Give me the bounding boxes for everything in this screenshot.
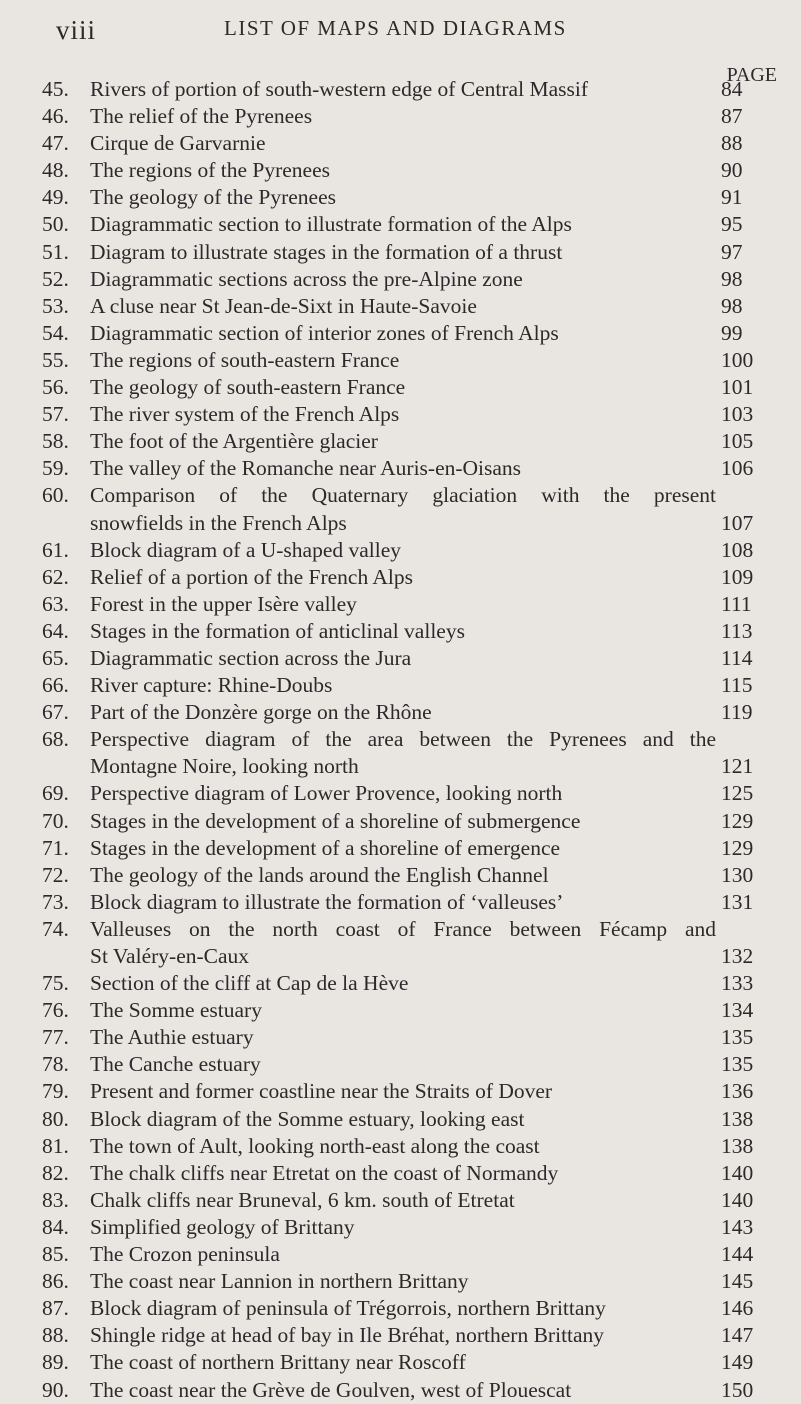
entry-line xyxy=(0,374,801,401)
entry-page: 150 xyxy=(721,1377,754,1402)
list-item xyxy=(0,537,801,564)
entry-line xyxy=(0,1322,801,1349)
entry-number: 67. xyxy=(42,700,69,725)
entry-title: snowfields in the French Alps xyxy=(90,510,347,535)
entry-line xyxy=(0,1377,801,1404)
entry-page: 107 xyxy=(721,510,754,535)
entry-page: 135 xyxy=(721,1025,754,1050)
entry-number: 54. xyxy=(42,320,69,345)
list-item xyxy=(0,347,801,374)
list-item xyxy=(0,997,801,1024)
list-item xyxy=(0,1133,801,1160)
entry-number: 80. xyxy=(42,1106,69,1131)
entry-title: Cirque de Garvarnie xyxy=(90,131,266,156)
entry-title: Relief of a portion of the French Alps xyxy=(90,564,414,589)
entry-title: The Crozon peninsula xyxy=(90,1242,280,1267)
entry-title: Stages in the formation of anticlinal valleys xyxy=(90,618,465,643)
entry-page: 125 xyxy=(721,781,754,806)
entry-line xyxy=(0,564,801,591)
list-item xyxy=(0,239,801,266)
entry-title: Block diagram to illustrate the formation of ‘valleuses’ xyxy=(90,889,564,914)
entry-page: 130 xyxy=(721,862,754,887)
entry-number: 89. xyxy=(42,1350,69,1375)
entry-line xyxy=(0,320,801,347)
list-item xyxy=(0,293,801,320)
entry-number: 49. xyxy=(42,185,69,210)
entry-line xyxy=(0,1051,801,1078)
entry-line xyxy=(0,428,801,455)
entry-page: 131 xyxy=(721,889,754,914)
entry-number: 82. xyxy=(42,1160,69,1185)
entry-line xyxy=(0,1214,801,1241)
entry-title: Simplified geology of Brittany xyxy=(90,1214,355,1239)
entry-number: 64. xyxy=(42,618,69,643)
entry-title: The town of Ault, looking north-east along the coast xyxy=(90,1133,540,1158)
entry-line xyxy=(0,1187,801,1214)
entry-title: Part of the Donzère gorge on the Rhône xyxy=(90,700,432,725)
entry-line xyxy=(0,970,801,997)
entry-number: 53. xyxy=(42,293,69,318)
entry-line xyxy=(0,591,801,618)
list-item xyxy=(0,157,801,184)
entry-line xyxy=(0,482,801,509)
list-item xyxy=(0,1106,801,1133)
entry-page: 98 xyxy=(721,266,743,291)
entry-number: 84. xyxy=(42,1214,69,1239)
entry-title: A cluse near St Jean-de-Sixt in Haute-Savoie xyxy=(90,293,477,318)
entry-line xyxy=(0,537,801,564)
entry-line xyxy=(0,835,801,862)
list-item xyxy=(0,320,801,347)
list-item xyxy=(0,130,801,157)
entry-line xyxy=(0,862,801,889)
entry-line xyxy=(0,808,801,835)
entry-number: 77. xyxy=(42,1025,69,1050)
entry-number: 85. xyxy=(42,1242,69,1267)
list-item xyxy=(0,482,801,536)
entry-page: 88 xyxy=(721,131,743,156)
list-item xyxy=(0,401,801,428)
entry-number: 87. xyxy=(42,1296,69,1321)
entry-line xyxy=(0,293,801,320)
entry-line xyxy=(0,347,801,374)
entry-title: The valley of the Romanche near Auris-en-Oisans xyxy=(90,456,522,481)
entry-page: 103 xyxy=(721,402,754,427)
entry-number: 86. xyxy=(42,1269,69,1294)
entry-page: 136 xyxy=(721,1079,754,1104)
entry-page: 134 xyxy=(721,998,754,1023)
entry-page: 140 xyxy=(721,1187,754,1212)
entry-page: 143 xyxy=(721,1214,754,1239)
entry-title: Block diagram of peninsula of Trégorrois, northern Brittany xyxy=(90,1296,606,1321)
entry-line xyxy=(0,1241,801,1268)
list-item xyxy=(0,889,801,916)
entries-list xyxy=(0,76,801,1404)
entry-title: The Authie estuary xyxy=(90,1025,254,1050)
entry-page: 144 xyxy=(721,1242,754,1267)
entry-page: 115 xyxy=(721,673,753,698)
entry-title: Perspective diagram of the area between the Pyrenees and the xyxy=(90,727,716,752)
list-item xyxy=(0,1051,801,1078)
entry-page: 91 xyxy=(721,185,743,210)
entry-number: 58. xyxy=(42,429,69,454)
entry-title: Perspective diagram of Lower Provence, looking north xyxy=(90,781,563,806)
entry-line xyxy=(0,455,801,482)
entry-page: 133 xyxy=(721,971,754,996)
list-item xyxy=(0,672,801,699)
list-item xyxy=(0,1187,801,1214)
list-item xyxy=(0,1241,801,1268)
entry-line xyxy=(0,510,801,537)
entry-number: 46. xyxy=(42,104,69,129)
entry-title: The regions of the Pyrenees xyxy=(90,158,331,183)
entry-title: The river system of the French Alps xyxy=(90,402,400,427)
list-item xyxy=(0,266,801,293)
entry-page: 146 xyxy=(721,1296,754,1321)
entry-line xyxy=(0,618,801,645)
entry-page: 84 xyxy=(721,77,743,101)
entry-line xyxy=(0,1349,801,1376)
list-item xyxy=(0,835,801,862)
entry-number: 69. xyxy=(42,781,69,806)
entry-number: 55. xyxy=(42,347,69,372)
entry-number: 60. xyxy=(42,483,69,508)
entry-line xyxy=(0,157,801,184)
entry-page: 90 xyxy=(721,158,743,183)
entry-number: 62. xyxy=(42,564,69,589)
entry-line xyxy=(0,184,801,211)
entry-title: The geology of the Pyrenees xyxy=(90,185,336,210)
entry-number: 73. xyxy=(42,889,69,914)
entry-title: St Valéry-en-Caux xyxy=(90,944,250,968)
entry-number: 68. xyxy=(42,727,69,752)
entry-title: Diagrammatic section to illustrate formation of the Alps xyxy=(90,212,572,237)
entry-number: 45. xyxy=(42,77,69,101)
entry-line xyxy=(0,645,801,672)
entry-number: 79. xyxy=(42,1079,69,1104)
entry-number: 52. xyxy=(42,266,69,291)
list-item xyxy=(0,808,801,835)
list-item xyxy=(0,211,801,238)
entry-title: The geology of south-eastern France xyxy=(90,375,406,400)
entry-number: 51. xyxy=(42,239,69,264)
entry-number: 50. xyxy=(42,212,69,237)
entry-line xyxy=(0,1268,801,1295)
entry-line xyxy=(0,753,801,780)
entry-line xyxy=(0,1295,801,1322)
entry-line xyxy=(0,103,801,130)
entry-page: 87 xyxy=(721,104,743,129)
list-item xyxy=(0,862,801,889)
entry-title: Block diagram of the Somme estuary, looking east xyxy=(90,1106,525,1131)
entry-line xyxy=(0,211,801,238)
entry-page: 101 xyxy=(721,375,754,400)
entry-line xyxy=(0,1078,801,1105)
entry-title: Shingle ridge at head of bay in Ile Bréhat, northern Brittany xyxy=(90,1323,605,1348)
list-item xyxy=(0,780,801,807)
list-item xyxy=(0,970,801,997)
entry-line xyxy=(0,699,801,726)
list-item xyxy=(0,428,801,455)
entry-number: 56. xyxy=(42,375,69,400)
list-item xyxy=(0,916,801,970)
entry-number: 66. xyxy=(42,673,69,698)
entry-page: 135 xyxy=(721,1052,754,1077)
list-item xyxy=(0,103,801,130)
entry-number: 59. xyxy=(42,456,69,481)
entry-title: River capture: Rhine-Doubs xyxy=(90,673,333,698)
entry-number: 48. xyxy=(42,158,69,183)
entry-line xyxy=(0,997,801,1024)
entry-line xyxy=(0,780,801,807)
entry-title: Stages in the development of a shoreline of emergence xyxy=(90,835,561,860)
entry-title: The geology of the lands around the English Channel xyxy=(90,862,549,887)
entry-page: 149 xyxy=(721,1350,754,1375)
list-item xyxy=(0,726,801,780)
entry-title: Diagrammatic section across the Jura xyxy=(90,645,412,670)
entry-number: 88. xyxy=(42,1323,69,1348)
entry-line xyxy=(0,76,801,103)
entry-page: 140 xyxy=(721,1160,754,1185)
entry-page: 138 xyxy=(721,1133,754,1158)
entry-title: Diagrammatic sections across the pre-Alpine zone xyxy=(90,266,523,291)
entry-page: 121 xyxy=(721,754,754,779)
entry-page: 138 xyxy=(721,1106,754,1131)
entry-page: 100 xyxy=(721,347,754,372)
entry-title: Montagne Noire, looking north xyxy=(90,754,359,779)
entry-title: The coast of northern Brittany near Roscoff xyxy=(90,1350,466,1375)
entry-title: Section of the cliff at Cap de la Hève xyxy=(90,971,409,996)
list-item xyxy=(0,618,801,645)
list-item xyxy=(0,1295,801,1322)
entry-page: 129 xyxy=(721,808,754,833)
entry-number: 90. xyxy=(42,1377,69,1402)
entry-page: 106 xyxy=(721,456,754,481)
entry-title: Comparison of the Quaternary glaciation with the present xyxy=(90,483,716,508)
list-item xyxy=(0,1322,801,1349)
entry-page: 99 xyxy=(721,320,743,345)
entry-page: 97 xyxy=(721,239,743,264)
list-item xyxy=(0,1024,801,1051)
entry-line xyxy=(0,889,801,916)
entry-title: Chalk cliffs near Bruneval, 6 km. south of Etretat xyxy=(90,1187,515,1212)
entry-number: 47. xyxy=(42,131,69,156)
entry-number: 63. xyxy=(42,591,69,616)
entry-number: 74. xyxy=(42,916,69,941)
entry-title: The coast near Lannion in northern Brittany xyxy=(90,1269,469,1294)
list-item xyxy=(0,564,801,591)
entry-line xyxy=(0,1160,801,1187)
list-item xyxy=(0,76,801,103)
entry-line xyxy=(0,672,801,699)
entry-number: 70. xyxy=(42,808,69,833)
list-item xyxy=(0,1349,801,1376)
entry-number: 65. xyxy=(42,645,69,670)
entry-page: 114 xyxy=(721,645,753,670)
list-item xyxy=(0,1160,801,1187)
page-column-label: PAGE xyxy=(726,64,777,86)
list-item xyxy=(0,184,801,211)
entry-number: 71. xyxy=(42,835,69,860)
entry-line xyxy=(0,239,801,266)
entry-page: 109 xyxy=(721,564,754,589)
entry-number: 81. xyxy=(42,1133,69,1158)
entry-title: The relief of the Pyrenees xyxy=(90,104,313,129)
entry-line xyxy=(0,401,801,428)
entry-page: 95 xyxy=(721,212,743,237)
entry-line xyxy=(0,266,801,293)
entry-page: 105 xyxy=(721,429,754,454)
entry-page: 119 xyxy=(721,700,753,725)
entry-title: Valleuses on the north coast of France between Fécamp and xyxy=(90,916,716,941)
list-item xyxy=(0,1214,801,1241)
entry-title: The chalk cliffs near Etretat on the coast of Normandy xyxy=(90,1160,559,1185)
entry-title: Block diagram of a U-shaped valley xyxy=(90,537,402,562)
entry-page: 145 xyxy=(721,1269,754,1294)
entry-page: 111 xyxy=(721,591,752,616)
entry-page: 113 xyxy=(721,618,753,643)
entry-title: Stages in the development of a shoreline of submergence xyxy=(90,808,581,833)
entry-number: 72. xyxy=(42,862,69,887)
entry-line xyxy=(0,130,801,157)
entry-title: The coast near the Grève de Goulven, west of Plouescat xyxy=(90,1377,572,1402)
entry-line xyxy=(0,1106,801,1133)
list-item xyxy=(0,455,801,482)
list-item xyxy=(0,591,801,618)
list-item xyxy=(0,1377,801,1404)
entry-line xyxy=(0,726,801,753)
entry-page: 147 xyxy=(721,1323,754,1348)
list-item xyxy=(0,374,801,401)
page-title: LIST OF MAPS AND DIAGRAMS xyxy=(224,16,567,40)
list-item xyxy=(0,1078,801,1105)
entry-line xyxy=(0,916,801,943)
entry-title: The Canche estuary xyxy=(90,1052,261,1077)
entry-number: 83. xyxy=(42,1187,69,1212)
entry-page: 98 xyxy=(721,293,743,318)
entry-number: 61. xyxy=(42,537,69,562)
entry-title: The regions of south-eastern France xyxy=(90,347,400,372)
entry-number: 78. xyxy=(42,1052,69,1077)
list-item xyxy=(0,645,801,672)
entry-line xyxy=(0,1133,801,1160)
entry-number: 57. xyxy=(42,402,69,427)
entry-title: Diagrammatic section of interior zones of French Alps xyxy=(90,320,559,345)
list-item xyxy=(0,699,801,726)
entry-title: Forest in the upper Isère valley xyxy=(90,591,357,616)
entry-line xyxy=(0,943,801,970)
entry-page: 108 xyxy=(721,537,754,562)
page-number: viii xyxy=(56,15,97,45)
entry-number: 76. xyxy=(42,998,69,1023)
entry-title: The Somme estuary xyxy=(90,998,262,1023)
entry-number: 75. xyxy=(42,971,69,996)
entry-page: 132 xyxy=(721,944,754,968)
entry-title: Diagram to illustrate stages in the formation of a thrust xyxy=(90,239,563,264)
entry-line xyxy=(0,1024,801,1051)
entry-title: Present and former coastline near the Straits of Dover xyxy=(90,1079,553,1104)
entry-title: The foot of the Argentière glacier xyxy=(90,429,378,454)
entry-page: 129 xyxy=(721,835,754,860)
list-item xyxy=(0,1268,801,1295)
entry-title: Rivers of portion of south-western edge of Central Massif xyxy=(90,77,588,101)
